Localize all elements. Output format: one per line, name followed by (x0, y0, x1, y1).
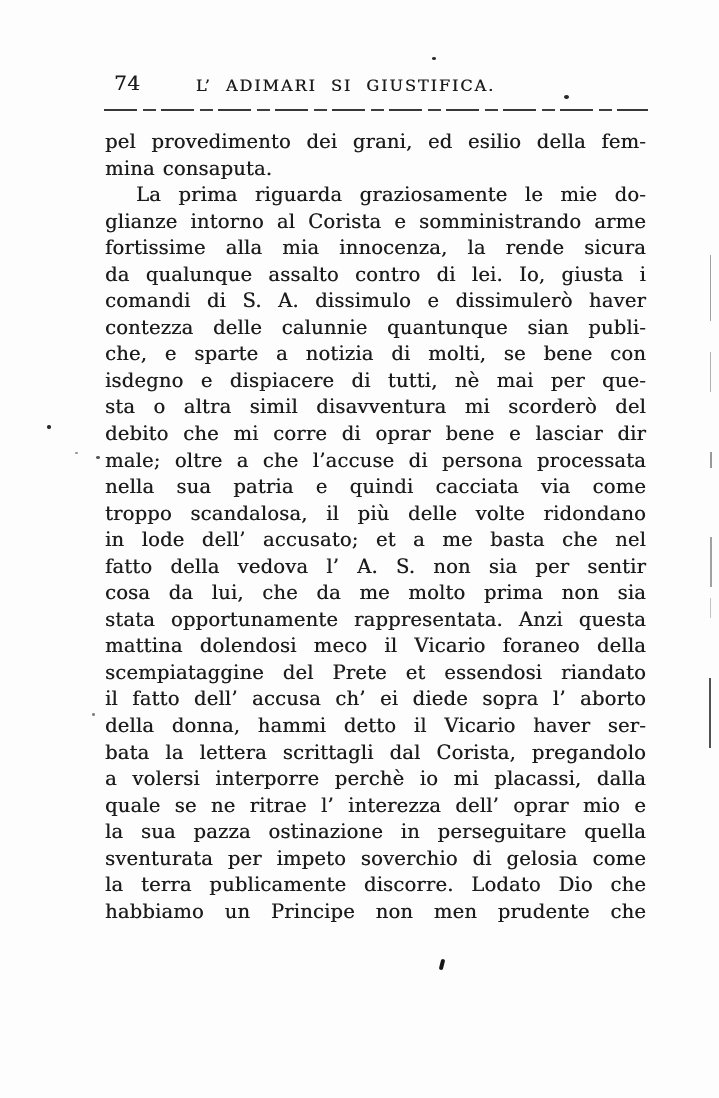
text-line: stata opportunamente rappresentata. Anzi questa (105, 607, 646, 631)
text-line: sventurata per impeto soverchio di gelosia come (105, 846, 646, 870)
scan-edge-artifact (710, 537, 712, 587)
text-line: della donna, hammi detto il Vicario haver ser- (105, 714, 646, 738)
ink-speck (96, 456, 100, 459)
text-line: male; oltre a che l’accuse di persona processata (105, 448, 646, 472)
text-line: quale se ne ritrae l’ interezza dell’ oprar mio e (105, 793, 646, 817)
scan-edge-artifact (710, 452, 712, 468)
text-line: pel provedimento dei grani, ed esilio della fem- (105, 130, 646, 153)
body-text (105, 129, 646, 925)
text-line: cosa da lui, che da me molto prima non sia (105, 581, 646, 605)
text-line: mina consaputa. (105, 156, 273, 180)
ink-speck (47, 425, 51, 429)
scan-edge-artifact (710, 352, 711, 392)
scan-edge-artifact (709, 678, 711, 748)
scan-edge-artifact (710, 598, 711, 618)
text-line: a volersi interporre perchè io mi placassi, dalla (105, 767, 646, 791)
text-line: che, e sparte a notizia di molti, se bene con (105, 342, 646, 366)
text-line: mattina dolendosi meco il Vicario foraneo della (105, 634, 646, 658)
text-line: habbiamo un Principe non men prudente che (105, 899, 646, 923)
ink-speck (432, 57, 436, 60)
text-line: sta o altra simil disavventura mi scorderò del (105, 395, 646, 419)
text-line: da qualunque assalto contro di lei. Io, giusta i (105, 262, 646, 286)
text-line: la terra publicamente discorre. Lodato Dio che (105, 873, 646, 897)
text-line: isdegno e dispiacere di tutti, nè mai per que- (105, 368, 646, 392)
text-line: in lode dell’ accusato; et a me basta che nel (105, 528, 646, 552)
text-line: troppo scandalosa, il più delle volte ridondano (105, 501, 646, 525)
scan-edge-artifact (710, 255, 711, 321)
text-line: comandi di S. A. dissimulo e dissimulerò haver (105, 289, 646, 313)
ink-speck (92, 713, 95, 716)
ink-speck (75, 452, 78, 454)
running-header (0, 0, 719, 120)
text-line: fortissime alla mia innocenza, la rende sicura (105, 236, 646, 260)
text-line: fatto della vedova l’ A. S. non sia per sentir (105, 554, 646, 578)
ink-mark (439, 959, 446, 971)
text-line: il fatto dell’ accusa ch’ ei diede sopra l’ aborto (105, 687, 646, 711)
text-line: debito che mi corre di oprar bene e lasciar dir (105, 422, 646, 446)
header-rule (104, 109, 648, 111)
text-line: nella sua patria e quindi cacciata via come (105, 475, 646, 499)
text-line: glianze intorno al Corista e somministrando arme (105, 209, 646, 233)
text-line: La prima riguarda graziosamente le mie do- (136, 183, 646, 207)
running-title: L’ ADIMARI SI GIUSTIFICA. (195, 76, 496, 95)
text-line: la sua pazza ostinazione in perseguitare quella (105, 820, 646, 844)
text-line: contezza delle calunnie quantunque sian publi- (105, 315, 646, 339)
text-line: scempiataggine del Prete et essendosi riandato (105, 660, 646, 684)
ink-speck (564, 95, 569, 99)
page-number: 74 (114, 71, 141, 95)
text-line: bata la lettera scrittagli dal Corista, pregandolo (105, 740, 646, 764)
